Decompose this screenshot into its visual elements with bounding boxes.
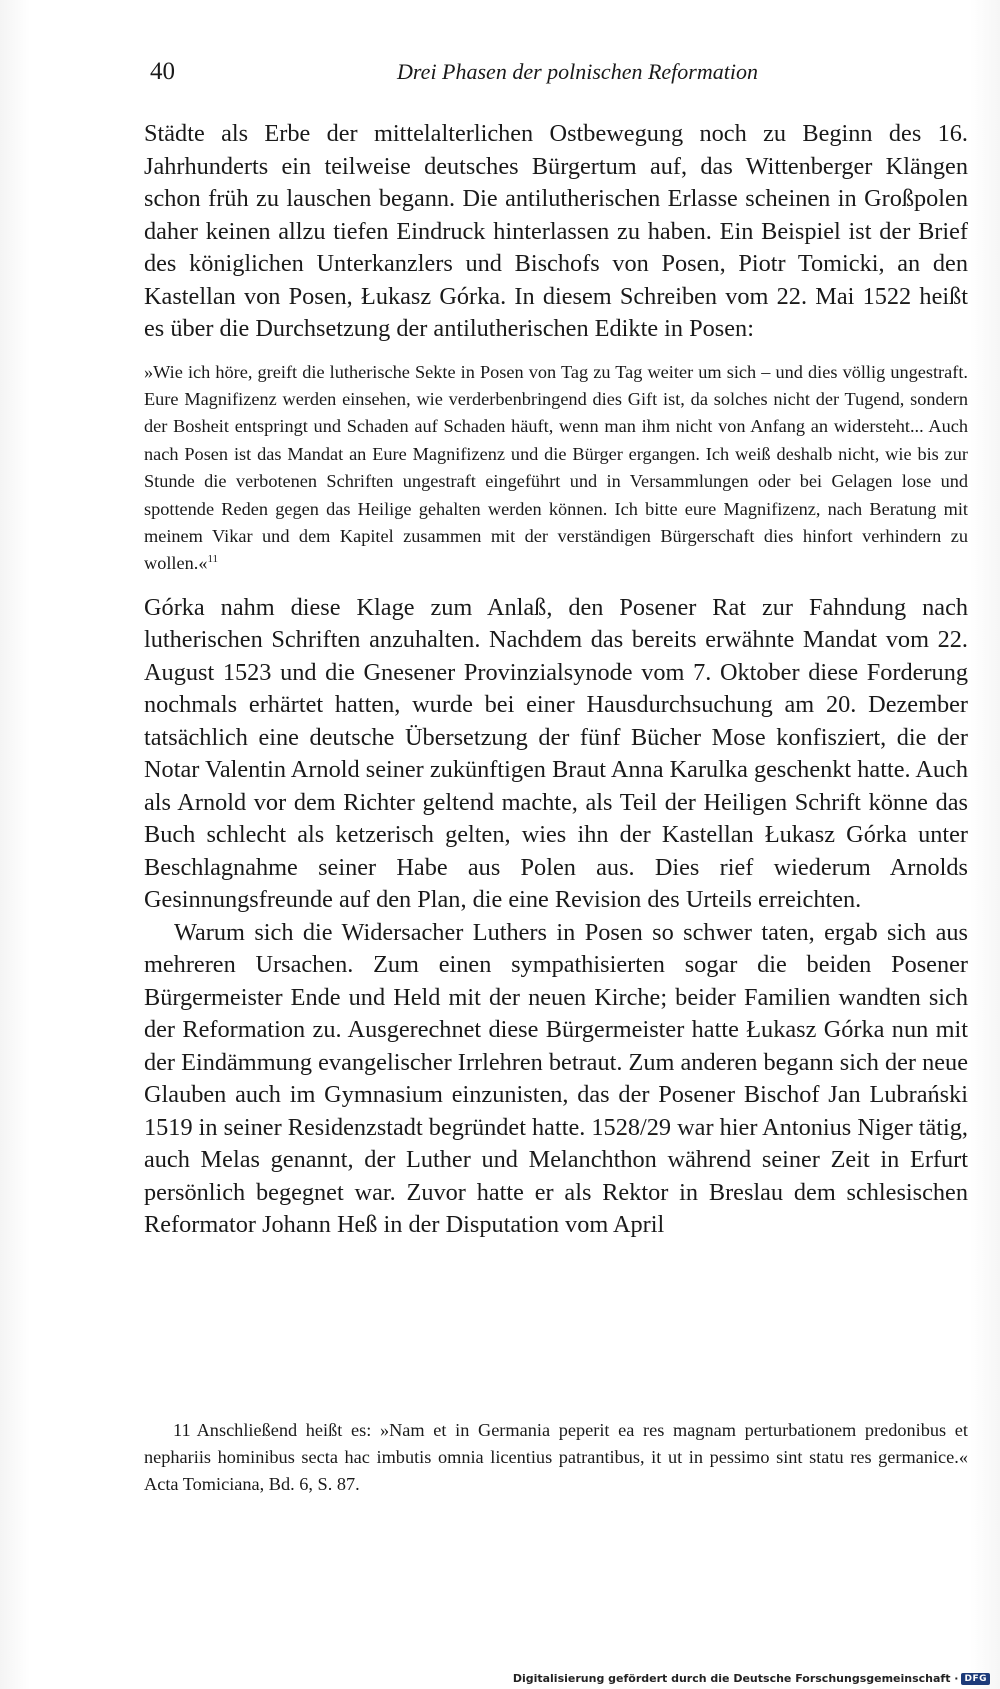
digitization-credit (513, 1672, 990, 1685)
main-text (144, 118, 968, 1242)
page-header (150, 54, 965, 90)
running-title: Drei Phasen der polnischen Reformation (397, 59, 758, 84)
footnote-text: Anschließend heißt es: »Nam et in Germania peperit ea res magnam perturbationem predonibus et nephariis hominibus secta hac imbutis omnia licentius patrantibus, it ut in pessimo sint statu res germanice.« Acta Tomiciana, Bd. 6, S. 87. (144, 1420, 968, 1494)
page-number: 40 (150, 58, 175, 85)
paragraph-3: Warum sich die Widersacher Luthers in Posen so schwer taten, ergab sich aus mehreren Ursachen. Zum einen sympathisierten sogar die beiden Posener Bürgermeister Ende und Held mit der neuen Kirche; beider Familien wandten sich der Reformation zu. Ausgerechnet diese Bürgermeister hatte Łukasz Górka nun mit der Eindämmung evangelischer Irrlehren betraut. Zum anderen begann sich der neue Glauben auch im Gymnasium einzunisten, das der Posener Bischof Jan Lubrański 1519 in seiner Residenzstadt begründet hatte. 1528/29 war hier Antonius Niger tätig, auch Melas genannt, der Luther und Melanchthon während seiner Zeit in Erfurt persönlich begegnet war. Zuvor hatte er als Rektor in Breslau dem schlesischen Reformator Johann Heß in der Disputation vom April (144, 918, 968, 1239)
dfg-logo: DFG (961, 1673, 990, 1685)
quote-text: »Wie ich höre, greift die lutherische Sekte in Posen von Tag zu Tag weiter um sich – und dies völlig ungestraft. Eure Magnifizenz werden einsehen, wie verderbenbringend dies Gift ist, da solches nicht der Tugend, sondern der Bosheit entspringt und Schaden auf Schaden häuft, wenn man ihm nicht von Anfang an widersteht... Auch nach Posen ist das Mandat an Eure Magnifizenz und die Bürger ergangen. Ich weiß deshalb nicht, wie bis zur Stunde die verbotenen Schriften ungestraft eingeführt und in Versammlungen oder bei Gelagen lose und spottende Reden gegen das Heilige gehalten werden können. Ich bitte eure Magnifizenz, nach Beratung mit meinem Vikar und dem Kapitel zusammen mit der verständigen Bürgerschaft dies hinfort verhindern zu wollen.« (144, 361, 968, 574)
paragraph-2: Górka nahm diese Klage zum Anlaß, den Posener Rat zur Fahndung nach lutherischen Schriften anzuhalten. Nachdem das bereits erwähnte Mandat vom 22. August 1523 und die Gnesener Provinzialsynode vom 7. Oktober diese Forderung nochmals erhärtet hatten, wurde bei einer Hausdurchsuchung am 20. Dezember tatsächlich eine deutsche Übersetzung der fünf Bücher Mose konfisziert, die der Notar Valentin Arnold seiner zukünftigen Braut Anna Karulka geschenkt hatte. Auch als Arnold vor dem Richter geltend machte, als Teil der Heiligen Schrift könne das Buch schlecht als ketzerisch gelten, wies ihn der Kastellan Łukasz Górka unter Beschlagnahme seiner Habe aus Polen aus. Dies rief wiederum Arnolds Gesinnungsfreunde auf den Plan, die eine Revision des Urteils erreichten. (144, 593, 968, 914)
paragraph-1: Städte als Erbe der mittelalterlichen Ostbewegung noch zu Beginn des 16. Jahrhunderts ein teilweise deutsches Bürgertum auf, das Wittenberger Klängen schon früh zu lauschen begann. Die antilutherischen Erlasse scheinen in Großpolen daher keinen allzu tiefen Eindruck hinterlassen zu haben. Ein Beispiel ist der Brief des königlichen Unterkanzlers und Bischofs von Posen, Piotr Tomicki, an den Kastellan von Posen, Łukasz Górka. In diesem Schreiben vom 22. Mai 1522 heißt es über die Durchsetzung der antilutherischen Edikte in Posen: (144, 120, 968, 342)
footnote-number: 11 (173, 1420, 191, 1440)
block-quote (144, 359, 968, 578)
footnote (144, 1417, 968, 1498)
credit-text: Digitalisierung gefördert durch die Deutsche Forschungsgemeinschaft · (512, 1672, 959, 1685)
footnote-ref: 11 (207, 553, 219, 566)
